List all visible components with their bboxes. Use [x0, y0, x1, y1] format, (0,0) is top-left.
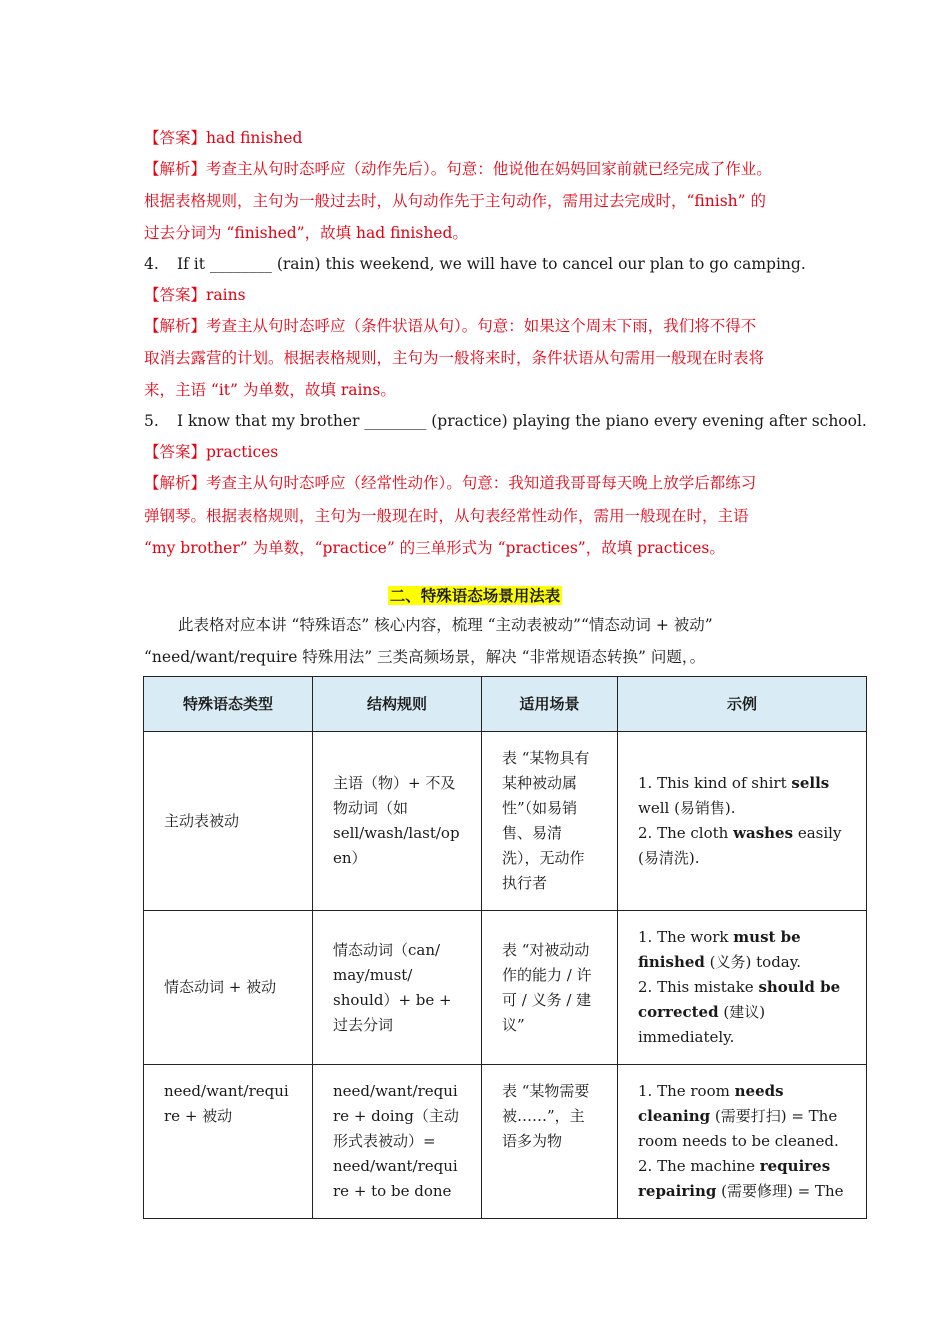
example-text: (义务) today.	[704, 953, 802, 971]
cell-type: 情态动词 + 被动	[144, 911, 313, 1065]
question-4	[144, 254, 824, 274]
example-line	[638, 925, 846, 975]
header-example: 示例	[618, 677, 867, 732]
example-text: (需要打扫) = The room needs to be cleaned.	[638, 1107, 839, 1150]
example-line	[638, 1154, 846, 1204]
section-intro-line-2: “need/want/require 特殊用法” 三类高频场景，解决 “非常规语态转换” 问题，。	[144, 648, 706, 666]
answer-3: 【答案】had finished	[144, 129, 303, 147]
example-text: 1. The room	[638, 1082, 735, 1100]
example-line	[638, 1079, 846, 1154]
example-text: (建议) immediately.	[638, 1003, 766, 1046]
cell-type: need/want/require + 被动	[144, 1065, 313, 1219]
cell-scene: 表 “某物具有某种被动属性”（如易销售、易清洗），无动作执行者	[482, 732, 618, 911]
example-bold: must be finished	[638, 928, 801, 971]
answer-5: 【答案】practices	[144, 443, 279, 461]
example-text: well (易销售).	[638, 799, 736, 817]
example-text: 1. The work	[638, 928, 734, 946]
analysis-3-line-2: 根据表格规则，主句为一般过去时，从句动作先于主句动作，需用过去完成时，“finish” 的	[144, 192, 766, 210]
header-scene: 适用场景	[482, 677, 618, 732]
header-type: 特殊语态类型	[144, 677, 313, 732]
example-bold: should be corrected	[638, 978, 841, 1021]
analysis-5-line-2: 弹钢琴。根据表格规则，主句为一般现在时，从句表经常性动作，需用一般现在时，主语	[144, 507, 749, 525]
analysis-4-line-2: 取消去露营的计划。根据表格规则，主句为一般将来时，条件状语从句需用一般现在时表将	[144, 349, 765, 367]
table-row	[144, 732, 867, 911]
voice-usage-table	[143, 676, 867, 1219]
cell-rule: 情态动词（can/ may/must/ should）+ be + 过去分词	[313, 911, 482, 1065]
table-row	[144, 911, 867, 1065]
answer-4: 【答案】rains	[144, 286, 246, 304]
table-row	[144, 1065, 867, 1219]
section-intro-line-1: 此表格对应本讲 “特殊语态” 核心内容，梳理 “主动表被动”“情态动词 + 被动”	[178, 616, 713, 634]
example-text: 1. This kind of shirt	[638, 774, 792, 792]
cell-example	[618, 1065, 867, 1219]
example-bold: washes	[733, 824, 794, 842]
example-line	[638, 771, 846, 821]
cell-scene: 表 “对被动动作的能力 / 许可 / 义务 / 建议”	[482, 911, 618, 1065]
cell-example	[618, 911, 867, 1065]
question-5	[144, 411, 867, 431]
table-header-row	[144, 677, 867, 732]
example-text: 2. The cloth	[638, 824, 734, 842]
example-line	[638, 821, 846, 871]
question-number: 5.	[144, 412, 159, 430]
section-title-text: 二、特殊语态场景用法表	[389, 586, 561, 605]
example-bold: sells	[791, 774, 830, 792]
cell-type: 主动表被动	[144, 732, 313, 911]
example-line	[638, 975, 846, 1050]
example-bold: needs cleaning	[638, 1082, 784, 1125]
example-text: easily (易清洗).	[638, 824, 842, 867]
cell-scene: 表 “某物需要被……”，主语多为物	[482, 1065, 618, 1219]
analysis-4-line-1: 【解析】考查主从句时态呼应（条件状语从句）。句意：如果这个周末下雨，我们将不得不	[144, 317, 757, 335]
question-text: I know that my brother ________ (practice) playing the piano every evening after school.	[177, 412, 867, 430]
cell-rule: need/want/require + doing（主动形式表被动）= need/want/require + to be done	[313, 1065, 482, 1219]
analysis-5-line-1: 【解析】考查主从句时态呼应（经常性动作）。句意：我知道我哥哥每天晚上放学后都练习	[144, 474, 757, 492]
analysis-4-line-3: 来，主语 “it” 为单数，故填 rains。	[144, 381, 396, 399]
question-text: If it ________ (rain) this weekend, we will have to cancel our plan to go camping.	[177, 255, 806, 273]
example-text: 2. This mistake	[638, 978, 759, 996]
section-title	[0, 586, 950, 606]
header-rule: 结构规则	[313, 677, 482, 732]
cell-rule: 主语（物）+ 不及物动词（如 sell/wash/last/open）	[313, 732, 482, 911]
analysis-5-line-3: “my brother” 为单数，“practice” 的三单形式为 “practices”，故填 practices。	[144, 539, 725, 557]
example-text: 2. The machine	[638, 1157, 760, 1175]
question-number: 4.	[144, 255, 159, 273]
analysis-3-line-3: 过去分词为 “finished”，故填 had finished。	[144, 224, 468, 242]
cell-example	[618, 732, 867, 911]
example-text: (需要修理) = The	[716, 1182, 844, 1200]
example-bold: requires repairing	[638, 1157, 831, 1200]
analysis-3-line-1: 【解析】考查主从句时态呼应（动作先后）。句意：他说他在妈妈回家前就已经完成了作业。	[144, 160, 772, 178]
